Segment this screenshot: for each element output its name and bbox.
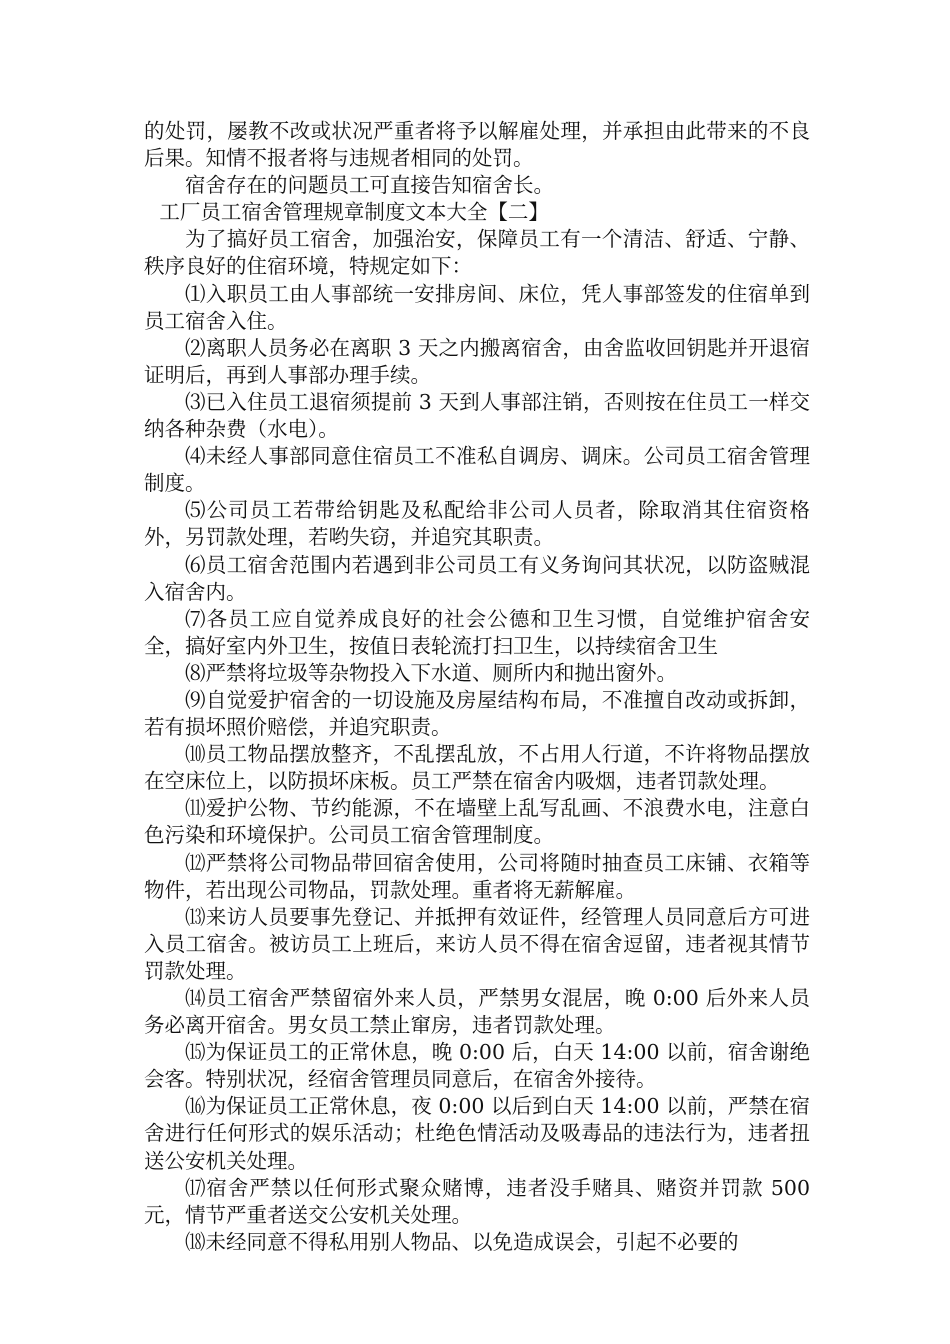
rule-item-8: ⑻严禁将垃圾等杂物投入下水道、厕所内和抛出窗外。	[185, 660, 677, 685]
rule-item-7: ⑺各员工应自觉养成良好的社会公德和卫生习惯，自觉维护宿舍安全，搞好室内外卫生，按值日表轮流打扫卫生，以持续宿舍卫生	[144, 606, 810, 658]
section-heading: 工厂员工宿舍管理规章制度文本大全【二】	[159, 200, 549, 225]
rule-item-9: ⑼自觉爱护宿舍的一切设施及房屋结构布局，不准擅自改动或拆卸，若有损坏照价赔偿，并追究职责。	[144, 687, 810, 740]
rule-item-15: ⒂为保证员工的正常休息，晚 0:00 后，白天 14:00 以前，宿舍谢绝会客。特别状况，经宿舍管理员同意后，在宿舍外接待。	[144, 1040, 810, 1092]
rule-item-13: ⒀来访人员要事先登记、并抵押有效证件，经管理人员同意后方可进入员工宿舍。被访员工上班后，来访人员不得在宿舍逗留，违者视其情节罚款处理。	[144, 904, 810, 983]
document-page	[144, 118, 810, 1256]
rule-item-12: ⑿严禁将公司物品带回宿舍使用，公司将随时抽查员工床铺、衣箱等物件，若出现公司物品，罚款处理。重者将无薪解雇。	[144, 850, 810, 902]
rule-item-6: ⑹员工宿舍范围内若遇到非公司员工有义务询问其状况，以防盗贼混入宿舍内。	[144, 552, 810, 604]
rule-item-16: ⒃为保证员工正常休息，夜 0:00 以后到白天 14:00 以前，严禁在宿舍进行任何形式的娱乐活动；杜绝色情活动及吸毒品的违法行为，违者扭送公安机关处理。	[144, 1094, 810, 1173]
rule-item-18: ⒅未经同意不得私用别人物品、以免造成误会，引起不必要的	[185, 1229, 739, 1254]
paragraph-report-issues: 宿舍存在的问题员工可直接告知宿舍长。	[185, 173, 554, 198]
rule-item-5: ⑸公司员工若带给钥匙及私配给非公司人员者，除取消其住宿资格外，另罚款处理，若哟失窃，并追究其职责。	[144, 498, 810, 550]
rule-item-1: ⑴入职员工由人事部统一安排房间、床位，凭人事部签发的住宿单到员工宿舍入住。	[144, 281, 810, 333]
rule-item-14: ⒁员工宿舍严禁留宿外来人员，严禁男女混居，晚 0:00 后外来人员务必离开宿舍。男女员工禁止窜房，违者罚款处理。	[144, 986, 810, 1038]
paragraph-intro: 为了搞好员工宿舍，加强治安，保障员工有一个清洁、舒适、宁静、秩序良好的住宿环境，特规定如下：	[144, 227, 810, 279]
paragraph-continuation: 的处罚，屡教不改或状况严重者将予以解雇处理，并承担由此带来的不良后果。知情不报者将与违规者相同的处罚。	[144, 119, 810, 171]
rule-item-3: ⑶已入住员工退宿须提前 3 天到人事部注销，否则按在住员工一样交纳各种杂费（水电）。	[144, 389, 810, 442]
rule-item-11: ⑾爱护公物、节约能源，不在墙壁上乱写乱画、不浪费水电，注意白色污染和环境保护。公司员工宿舍管理制度。	[144, 796, 810, 848]
rule-item-17: ⒄宿舍严禁以任何形式聚众赌博，违者没手赌具、赌资并罚款 500 元，情节严重者送交公安机关处理。	[144, 1175, 810, 1227]
rule-item-2: ⑵离职人员务必在离职 3 天之内搬离宿舍，由舍监收回钥匙并开退宿证明后，再到人事部办理手续。	[144, 335, 810, 387]
rule-item-4: ⑷未经人事部同意住宿员工不准私自调房、调床。公司员工宿舍管理制度。	[144, 444, 810, 496]
rule-item-10: ⑽员工物品摆放整齐，不乱摆乱放，不占用人行道，不许将物品摆放在空床位上，以防损坏床板。员工严禁在宿舍内吸烟，违者罚款处理。	[144, 742, 810, 794]
